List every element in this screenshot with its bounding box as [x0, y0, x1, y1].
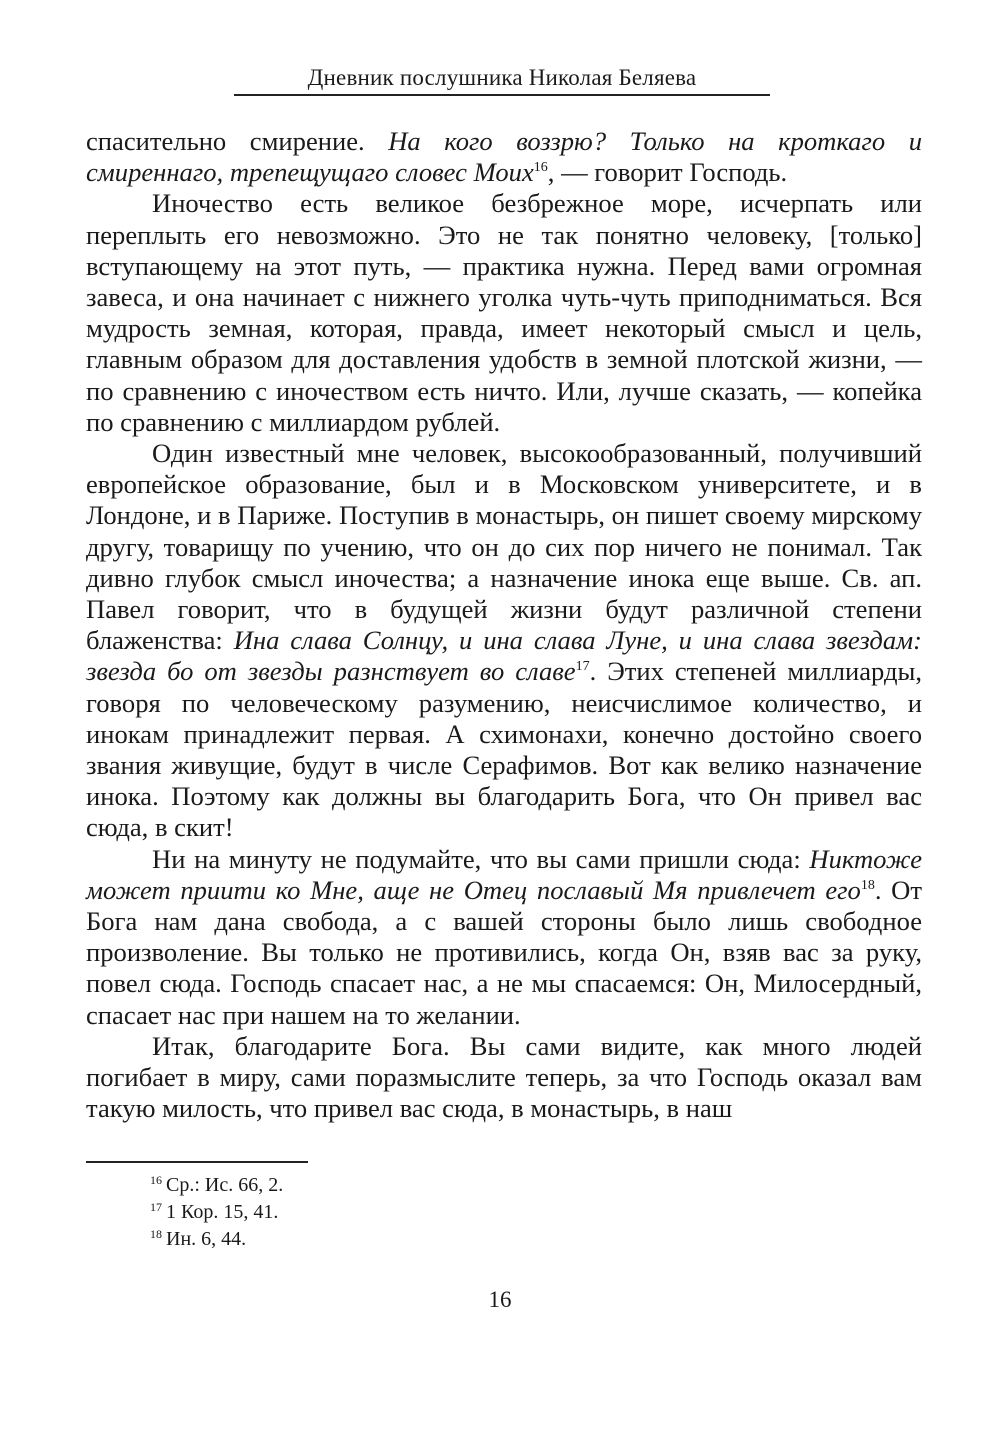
paragraph: [86, 438, 922, 844]
footnote-ref: 16: [533, 160, 548, 176]
text-run: Один известный мне человек, высокообразованный, получивший европейское образование, был и в Московском университете, и в Лондоне, и в Париже. Поступив в монастырь, он пишет своему мирскому другу, товарищу по учению, что он до сих пор ничего не понимал. Так дивно глубок смысл иночества; а назначение инока еще выше. Св. ап. Павел говорит, что в будущей жизни будут различной степени блаженства:: [86, 438, 922, 656]
text-run: Иночество есть великое безбрежное море, исчерпать или переплыть его невозможно. Это не так понятно человеку, [только] вступающему на этот путь, — практика нужна. Перед вами огромная завеса, и она начинает с нижнего уголка чуть-чуть приподниматься. Вся мудрость земная, которая, правда, имеет некоторый смысл и цель, главным образом для доставления удобств в земной плотской жизни, — по сравнению с иночеством есть ничто. Или, лучше сказать, — копейка по сравнению с миллиардом рублей.: [86, 188, 922, 437]
footnote-number: 16: [150, 1173, 162, 1187]
text-run: Итак, благодарите Бога. Вы сами видите, как много людей погибает в миру, сами поразмыслите теперь, за что Господь оказал вам такую милость, что привел вас сюда, в монастырь, в наш: [86, 1030, 922, 1124]
scripture-quote: Никтоже может приити ко Мне, аще не Отец пославый Мя привлечет его: [86, 843, 922, 905]
scripture-quote: На кого воззрю? Только на кроткаго и смиреннаго, трепещущаго словес Моих: [86, 126, 922, 188]
paragraph: [86, 188, 922, 438]
body-text: [86, 126, 922, 1125]
paragraph: [86, 1031, 922, 1125]
footnote-text: Ин. 6, 44.: [166, 1228, 247, 1250]
footnote-ref: 17: [575, 659, 590, 675]
page-number: 16: [488, 1287, 512, 1312]
text-run: Ни на минуту не подумайте, что вы сами пришли сюда:: [152, 843, 810, 874]
text-run: спасительно смирение.: [86, 126, 389, 156]
footnote-ref: 18: [860, 877, 875, 893]
footnote-number: 17: [150, 1200, 162, 1214]
footnote-text: 1 Кор. 15, 41.: [166, 1201, 279, 1223]
text-run: . Этих степеней миллиарды, говоря по человеческому разумению, неисчислимое количество, и инокам принадлежит первая. А схимонахи, конечно достойно своего звания живущие, будут в числе Серафимов. Вот как велико назначение инока. Поэтому как должны вы благодарить Бога, что Он привел вас сюда, в скит!: [86, 656, 922, 843]
footnote-divider: [86, 1161, 308, 1163]
footnote: [150, 1226, 283, 1253]
running-header: Дневник послушника Николая Беляева: [234, 66, 770, 96]
footnotes: [150, 1172, 283, 1253]
footnote: [150, 1172, 283, 1199]
paragraph: [86, 844, 922, 1031]
text-run: , — говорит Господь.: [547, 157, 788, 188]
footnote-number: 18: [150, 1227, 162, 1241]
text-run: . От Бога нам дана свобода, а с вашей стороны было лишь свободное произволение. Вы только не противились, когда Он, взяв вас за руку, повел сюда. Господь спасает нас, а не мы спасаемся: Он, Милосердный, спасает нас при нашем на то желании.: [86, 874, 923, 1030]
paragraph: [86, 126, 922, 188]
footnote-text: Ср.: Ис. 66, 2.: [166, 1174, 284, 1196]
scripture-quote: Ина слава Солнцу, и ина слава Луне, и ина слава звездам: звезда бо от звезды разнствует во славе: [86, 625, 922, 687]
footnote: [150, 1199, 283, 1226]
